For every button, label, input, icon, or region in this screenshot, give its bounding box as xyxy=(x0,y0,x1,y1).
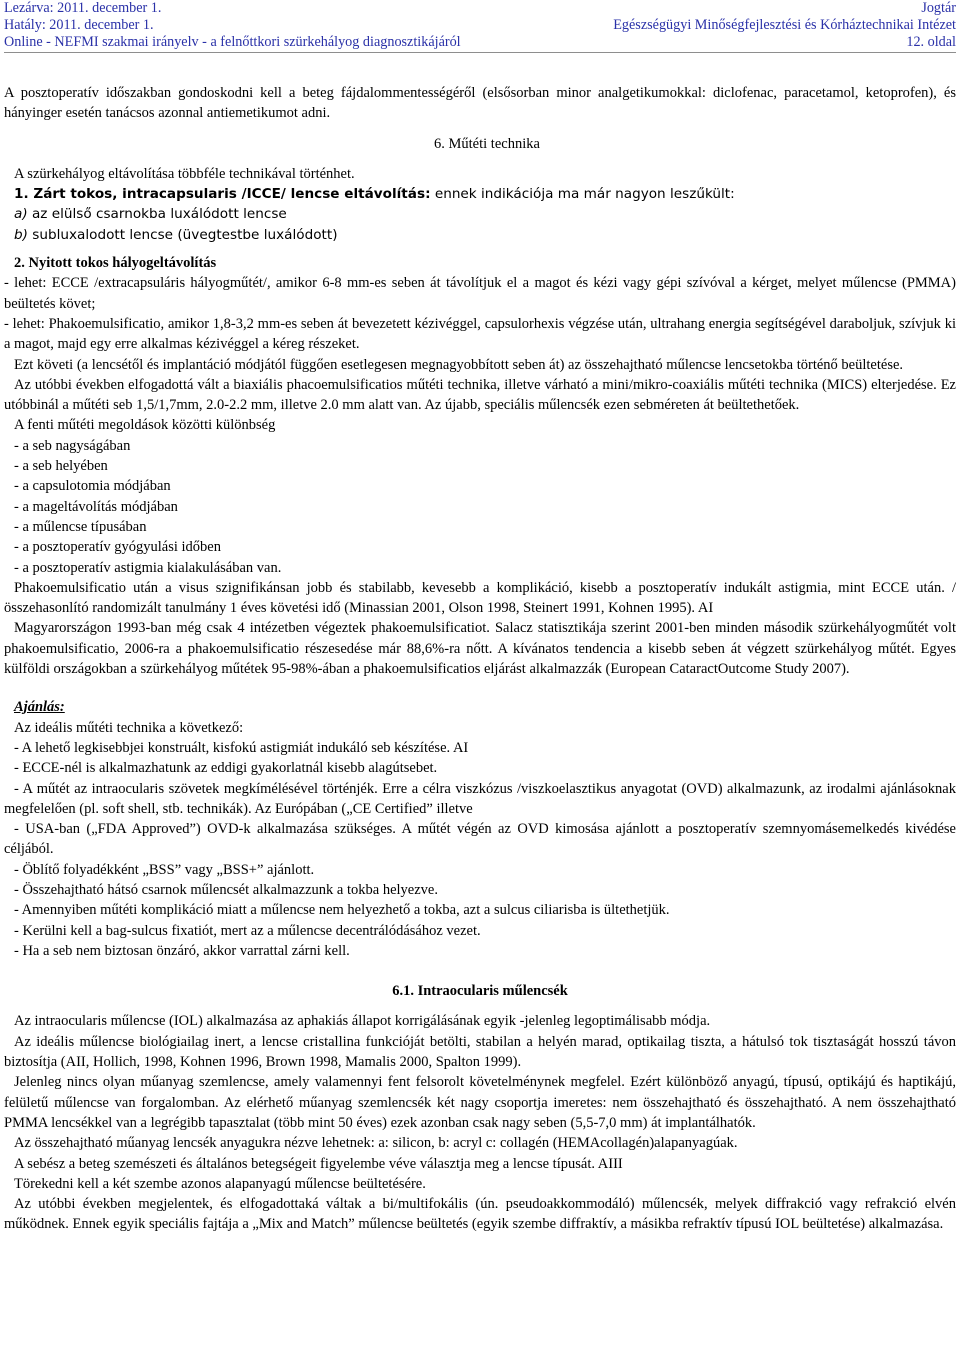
iol-paragraph-6: Törekedni kell a két szembe azonos alapanyagú műlencse beültetésére. xyxy=(14,1175,426,1192)
technique-2-title: 2. Nyitott tokos hályogeltávolítás xyxy=(14,255,217,272)
page-header xyxy=(4,0,956,51)
recommendation-label: Ajánlás: xyxy=(14,699,65,716)
phaco-result-paragraph: Phakoemulsificatio után a visus szignifikánsan jobb és stabilabb, kevesebb a komplikáció, kisebb a posztoperatív indukált astigmia, mint ECCE után. /összehasonlító randomizált tanulmány 1 éves követési idő (Minassian 2001, Olson 1998, Steinert 1991, Kohnen 1995). AI xyxy=(4,579,956,617)
lens-implant-paragraph: Ezt követi (a lencsétől és implantáció módjától függően esetlegesen megnagyobbított seben át) az összehajtható műlencse lencsetokba történő beültetése. xyxy=(14,356,904,373)
list-item: - a posztoperatív gyógyulási időben xyxy=(14,539,221,556)
list-item: - a capsulotomia módjában xyxy=(14,478,171,495)
differences-title: A fenti műtéti megoldások közötti különbség xyxy=(14,417,276,434)
recommendation-list xyxy=(4,738,956,961)
list-item: - Amennyiben műtéti komplikáció miatt a műlencse nem helyezhető a tokba, azt a sulcus ciliarisba is ültethetjük. xyxy=(14,902,670,919)
iol-paragraph-1: Az intraocularis műlencse (IOL) alkalmazása az aphakiás állapot korrigálásának egyik -jelenleg legoptimálisabb módja. xyxy=(14,1013,711,1030)
hungary-paragraph: Magyarországon 1993-ban még csak 4 intézetben végeztek phakoemulsificatiot. Salacz statisztikája szerint 2001-ben minden második szürkehályogműtét volt phakoemulsificatio, 2006-ra a phakoemulsificatio részesedése már 88,6%-ra nőtt. A kívánatos tendencia a kisebb seben át végzett szürkehályog műtét. Egyes külföldi országokban a szürkehályog műtétek 95-98%-ában a phakoemulsificatios eljárást alkalmazzák (European CataractOutcome Study 2007). xyxy=(4,620,956,678)
recommendation-intro: Az ideális műtéti technika a következő: xyxy=(14,719,244,736)
section-6-intro: A szürkehályog eltávolítása többféle technikával történhet. xyxy=(14,165,355,182)
list-item: - a seb helyében xyxy=(14,458,108,475)
iol-paragraph-5: A sebész a beteg szemészeti és általános betegségeit figyelembe véve választja meg a lencse típusát. AIII xyxy=(14,1155,623,1172)
iol-paragraph-7: Az utóbbi években megjelentek, és elfogadottaká váltak a bi/multifokális (ún. pseudoakkommodáló) műlencsék, melyek diffrakció vagy refrakció elvén működnek. Ennek egyik speciális fajtája a „Mix and Match” műlencse beültetés (egyik szembe diffraktív, a másikba refraktív típusú IOL beültetése) alkalmazása. xyxy=(4,1196,956,1233)
list-item: - a műlencse típusában xyxy=(14,518,147,535)
list-item: - Összehajtható hátsó csarnok műlencsét alkalmazzunk a tokba helyezve. xyxy=(14,881,438,898)
header-effective-date: Hatály: 2011. december 1. xyxy=(4,17,154,33)
technique-1-text: ennek indikációja ma már nagyon leszűkült: xyxy=(430,186,735,203)
technique-1-a-text: az elülső csarnokba luxálódott lencse xyxy=(27,206,287,223)
list-item: - Öblítő folyadékként „BSS” vagy „BSS+” ajánlott. xyxy=(14,861,315,878)
technique-1-title: 1. Zárt tokos, intracapsularis /ICCE/ lencse eltávolítás: xyxy=(14,186,431,203)
list-item: - a mageltávolítás módjában xyxy=(14,498,178,515)
technique-1-b xyxy=(4,225,956,245)
iol-paragraph-3: Jelenleg nincs olyan műanyag szemlencse, amely valamennyi fent felsorolt követelménynek megfelel. Ezért különböző anyagú, típusú, optikájú és haptikájú, felületű műlencse van forgalomban. Az elérhető műanyag szemlencsék két nagy csoportja imeretes: nem összehajtható és összehajtható. A nem összehajtható PMMA lencsékkel van a legrégibb tapasztalat (több mint 50 éves) ezek azonban csak nagy seben (5,5-7,0 mm) át implantálhatók. xyxy=(4,1074,956,1131)
header-publisher: Jogtár xyxy=(921,0,956,16)
header-document-title: Online - NEFMI szakmai irányelv - a felnőttkori szürkehályog diagnosztikájáról xyxy=(4,34,461,50)
technique-1 xyxy=(4,184,956,204)
list-item: - A lehető legkisebbjei konstruált, kisfokú astigmiát indukáló seb készítése. AI xyxy=(14,739,469,756)
differences-list xyxy=(4,436,956,578)
iol-paragraph-4: Az összehajtható műanyag lencsék anyagukra nézve lehetnek: a: silicon, b: acryl c: collagén (HEMAcollagén)alapanyagúak. xyxy=(14,1135,738,1152)
list-item: - Ha a seb nem biztosan önzáró, akkor varrattal zárni kell. xyxy=(14,942,350,959)
section-6-1-title: 6.1. Intraocularis műlencsék xyxy=(392,983,568,1000)
list-item: - USA-ban („FDA Approved”) OVD-k alkalmazása szükséges. A műtét végén az OVD kimosása ajánlott a posztoperatív szemnyomásemelkedés kivédése céljából. xyxy=(4,821,956,858)
ecce-paragraph: - lehet: ECCE /extracapsuláris hályogműtét/, amikor 6-8 mm-es seben át távolítjuk el a magot és kézi vagy gépi szívóval a kérget, melyet műlencse (PMMA) beültetés követ; xyxy=(4,275,956,312)
intro-paragraph: A posztoperatív időszakban gondoskodni kell a beteg fájdalommentességéről (elsősorban minor analgetikumokkal: diclofenac, paracetamol, ketoprofen), és hányinger esetén tanácsos azonnal antiemetikumot adni. xyxy=(4,85,956,122)
technique-1-b-text: subluxalodott lencse (üvegtestbe luxálódott) xyxy=(27,226,338,243)
item-letter-b: b) xyxy=(14,226,28,243)
list-item: - a posztoperatív astigmia kialakulásában van. xyxy=(14,559,282,576)
header-institute: Egészségügyi Minőségfejlesztési és Kórháztechnikai Intézet xyxy=(613,17,956,33)
header-closed-date: Lezárva: 2011. december 1. xyxy=(4,0,162,16)
technique-1-a xyxy=(4,204,956,224)
phaco-paragraph: - lehet: Phakoemulsificatio, amikor 1,8-3,2 mm-es seben át bevezetett kézivéggel, capsulorhexis végzése után, ultrahang energia segítségével daraboljuk, szívjuk ki a magot, majd egy erre alkalmas kézivéggel a kéreg részeket. xyxy=(4,315,956,353)
list-item: - Kerülni kell a bag-sulcus fixatiót, mert az a műlencse decentrálódásához vezet. xyxy=(14,922,481,939)
section-6-title: 6. Műtéti technika xyxy=(434,135,540,152)
iol-paragraph-2: Az ideális műlencse biológiailag inert, a lencse cristallina funkcióját betölti, stabilan a helyén marad, optikailag tiszta, a hátulsó tok tisztaságát hosszú távon biztosítja (AII, Hollich, 1998, Kohnen 1996, Brown 1998, Mamalis 2000, Spalton 1999). xyxy=(4,1033,956,1071)
mics-paragraph: Az utóbbi években elfogadottá vált a biaxiális phacoemulsificatios műtéti technika, illetve várható a mini/mikro-coaxiális műtéti technika (MICS) elterjedése. Ez utóbbinál a műtéti seb 1,5/1,7mm, 2.0-2.2 mm, illetve 2.0 mm alatt van. Az újabb, speciális műlencsék ezen sebméreten át beültethetőek. xyxy=(4,376,956,414)
list-item: - A műtét az intraocularis szövetek megkímélésével történjék. Erre a célra viszkózus /viszkoelasztikus anyagotat (OVD) alkalmazunk, az irodalmi ajánlásoknak megfelelően (pl. soft shell, stb. technikák). Az Európában („CE Certified” illetve xyxy=(4,780,956,817)
document-body xyxy=(4,83,956,1235)
header-page-number: 12. oldal xyxy=(906,34,956,50)
list-item: - ECCE-nél is alkalmazhatunk az eddigi gyakorlatnál kisebb alagútsebet. xyxy=(14,760,438,777)
header-divider xyxy=(4,52,956,53)
list-item: - a seb nagyságában xyxy=(14,437,131,454)
item-letter-a: a) xyxy=(14,206,28,223)
